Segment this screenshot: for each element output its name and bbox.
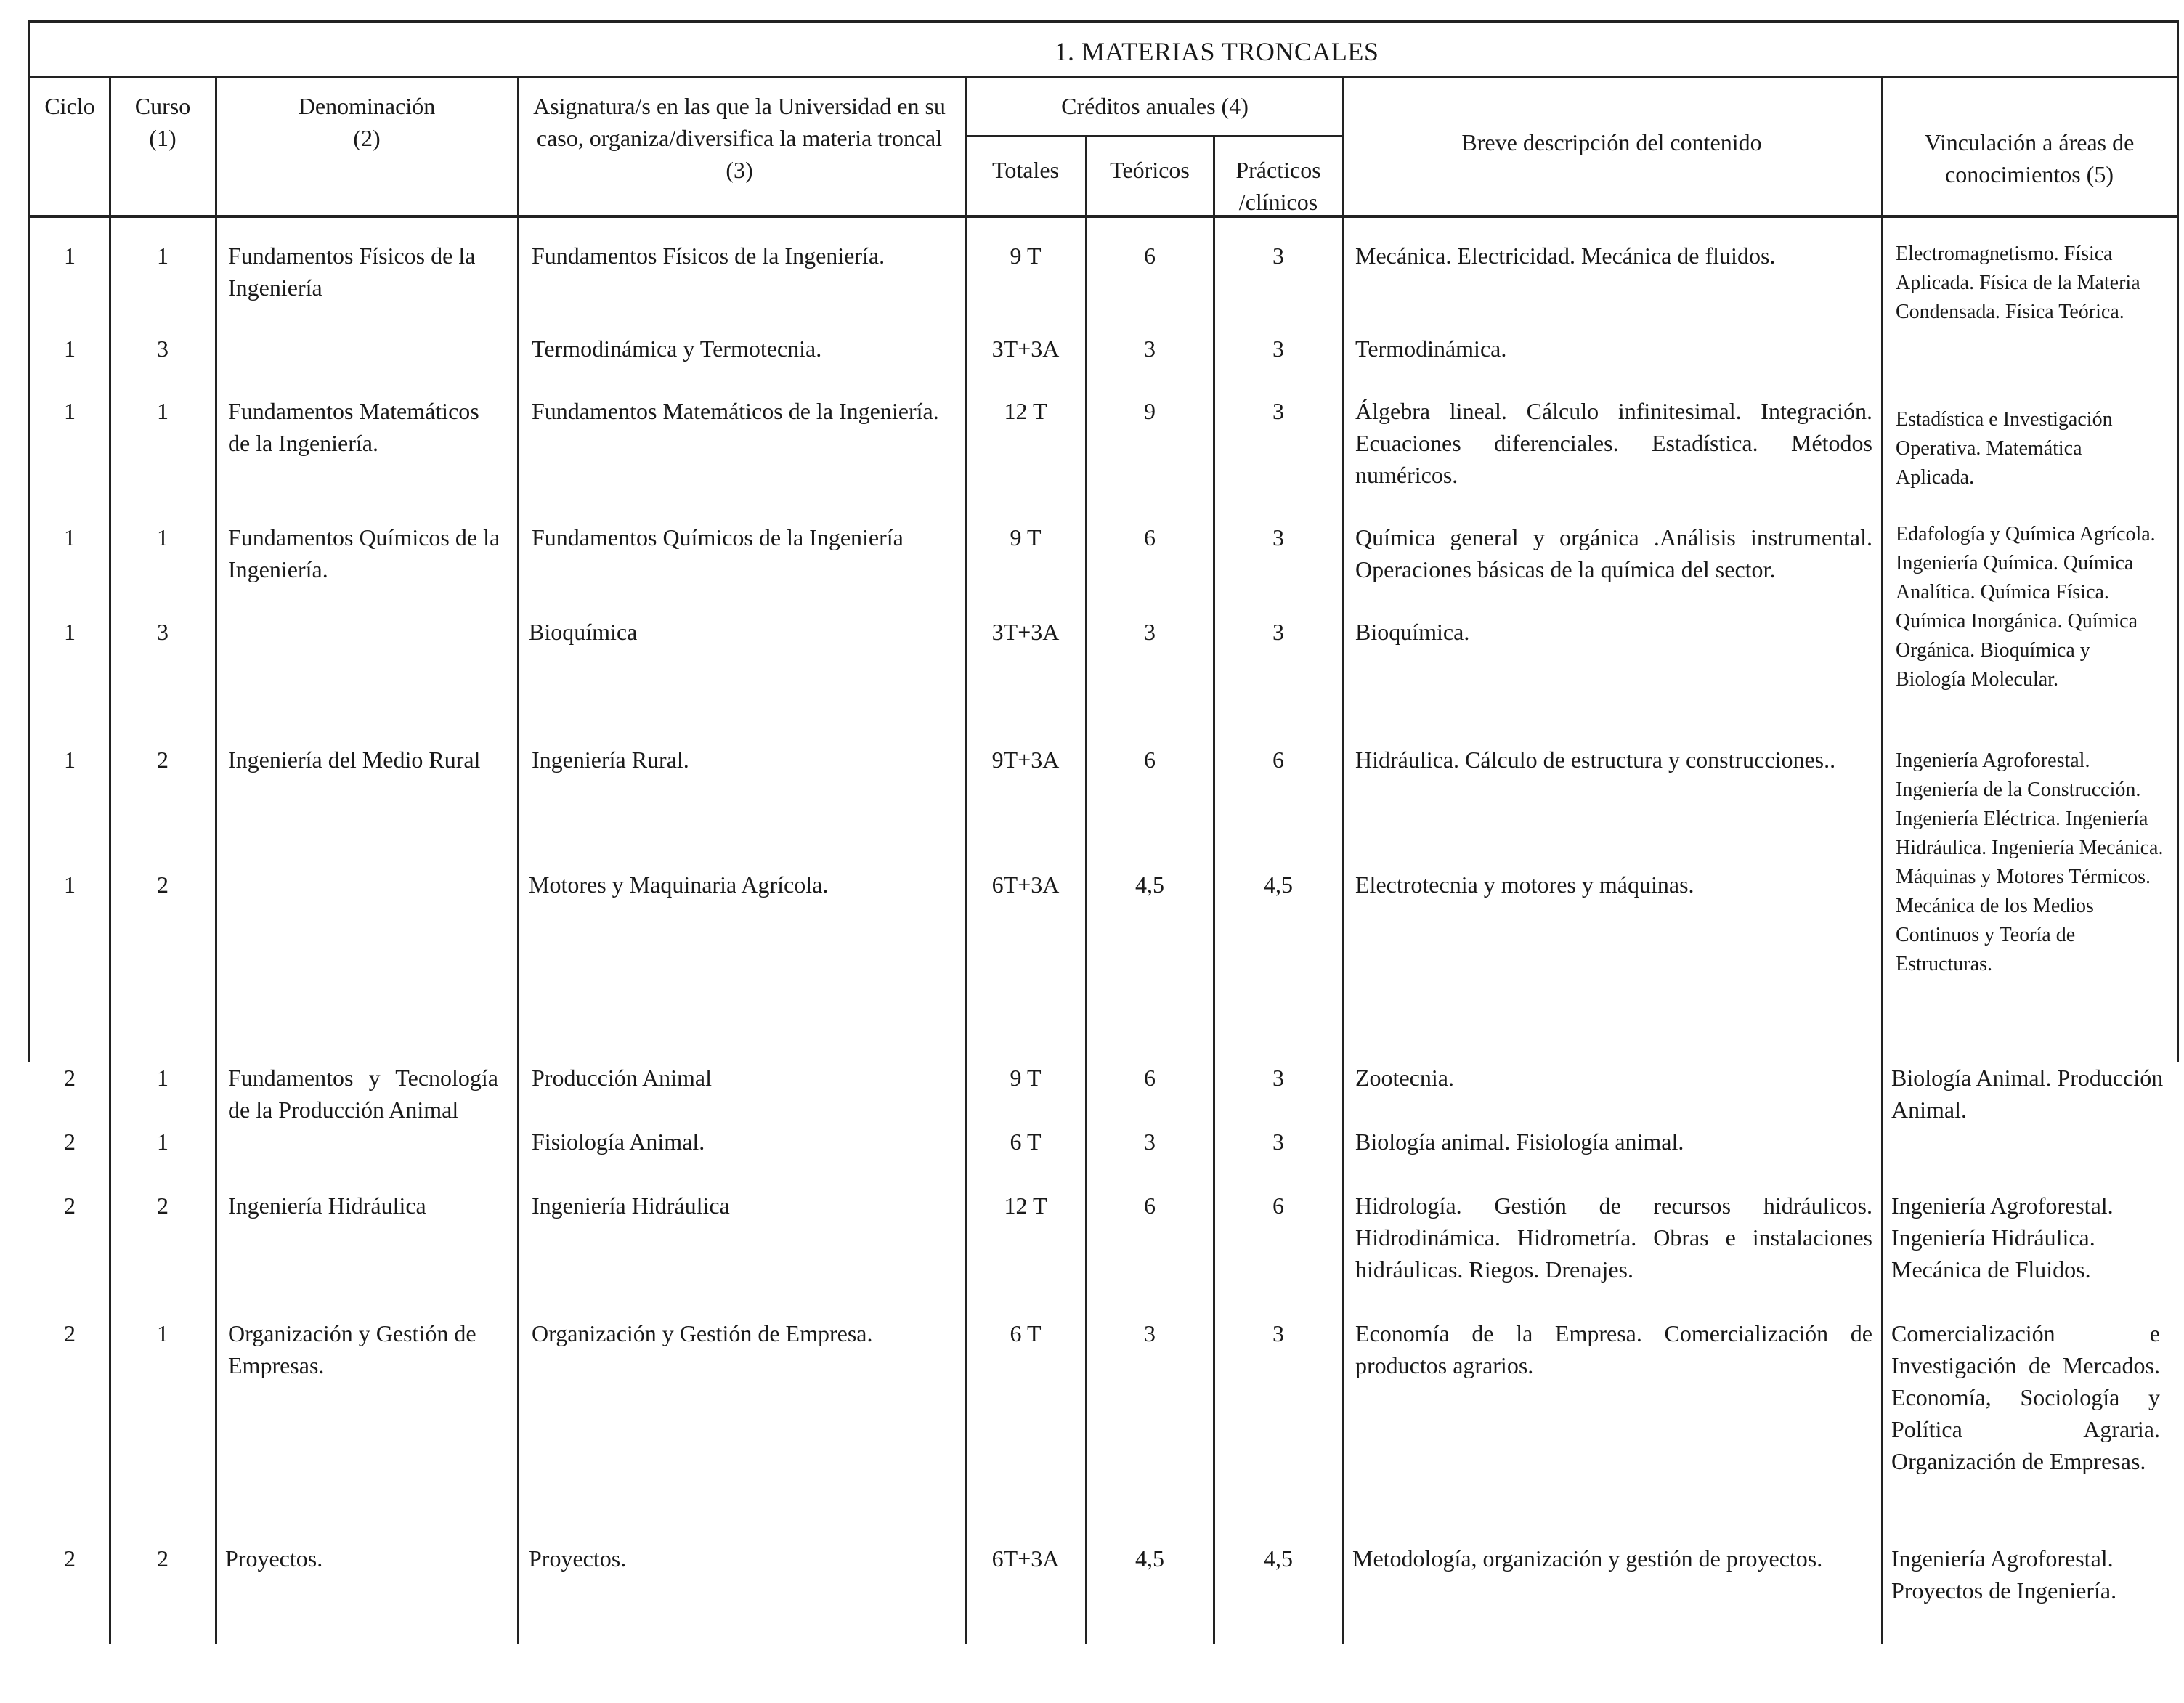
row-practicos: 3: [1272, 619, 1284, 645]
row-practicos: 6: [1272, 1192, 1284, 1219]
row-descripcion: Álgebra lineal. Cálculo infinitesimal. Integración. Ecuaciones diferenciales. Estadística. Métodos numéricos.: [1355, 398, 1872, 488]
row-ciclo: 2: [64, 1192, 76, 1219]
row-practicos: 3: [1272, 1129, 1284, 1155]
row-teoricos: 6: [1144, 243, 1156, 269]
row-curso: 1: [157, 1320, 169, 1346]
row-totales: 6 T: [1010, 1320, 1042, 1346]
row-asignatura: Ingeniería Hidráulica: [532, 1192, 730, 1219]
row-asignatura: Fundamentos Físicos de la Ingeniería.: [532, 243, 885, 269]
table-top-border: [28, 20, 2179, 23]
row-descripcion: Economía de la Empresa. Comercialización de productos agrarios.: [1355, 1320, 1872, 1378]
col-divider-denominacion: [215, 76, 217, 1644]
row-teoricos: 3: [1144, 336, 1156, 362]
header-creditos: Créditos anuales (4): [1061, 93, 1249, 119]
row-asignatura: Producción Animal: [532, 1065, 712, 1091]
row-curso: 2: [157, 747, 169, 773]
row-practicos: 3: [1272, 243, 1284, 269]
row-totales: 12 T: [1004, 1192, 1047, 1219]
row-asignatura: Termodinámica y Termotecnia.: [532, 336, 822, 362]
header-ciclo: Ciclo: [44, 93, 95, 119]
table-left-border: [28, 20, 30, 1062]
area-animal: Biología Animal. Producción Animal.: [1891, 1065, 2164, 1123]
row-asignatura: Fundamentos Químicos de la Ingeniería: [532, 524, 904, 550]
header-asignaturas: Asignatura/s en las que la Universidad en su caso, organiza/diversifica la materia troncal (3): [533, 93, 946, 183]
row-ciclo: 1: [64, 243, 76, 269]
row-asignatura: Proyectos.: [529, 1545, 627, 1572]
row-teoricos: 6: [1144, 524, 1156, 550]
row-denominacion: Ingeniería Hidráulica: [228, 1192, 426, 1219]
row-practicos: 4,5: [1264, 871, 1293, 898]
row-curso: 2: [157, 871, 169, 898]
row-ciclo: 2: [64, 1320, 76, 1346]
table-title: 1. MATERIAS TRONCALES: [1054, 37, 1379, 66]
row-denominacion: Fundamentos y Tecnología de la Producción Animal: [228, 1065, 498, 1123]
header-practicos: Prácticos /clínicos: [1235, 157, 1321, 215]
row-denominacion: Fundamentos Físicos de la Ingeniería: [228, 243, 476, 301]
row-teoricos: 6: [1144, 1192, 1156, 1219]
title-divider: [28, 76, 2179, 78]
row-asignatura: Ingeniería Rural.: [532, 747, 689, 773]
col-divider-curso: [109, 76, 111, 1644]
row-descripcion: Bioquímica.: [1355, 619, 1470, 645]
row-totales: 9 T: [1010, 243, 1042, 269]
row-practicos: 3: [1272, 1320, 1284, 1346]
table-right-border: [2177, 20, 2179, 1062]
row-curso: 2: [157, 1545, 169, 1572]
row-totales: 12 T: [1004, 398, 1047, 424]
row-practicos: 3: [1272, 398, 1284, 424]
header-denominacion-label: Denominación: [298, 93, 436, 119]
row-totales: 6T+3A: [991, 871, 1060, 898]
row-teoricos: 9: [1144, 398, 1156, 424]
row-teoricos: 6: [1144, 1065, 1156, 1091]
area-matematicas: Estadística e Investigación Operativa. Matemática Aplicada.: [1896, 408, 2113, 489]
row-ciclo: 1: [64, 336, 76, 362]
row-curso: 1: [157, 398, 169, 424]
row-asignatura: Organización y Gestión de Empresa.: [532, 1320, 873, 1346]
row-ciclo: 1: [64, 871, 76, 898]
row-denominacion: Ingeniería del Medio Rural: [228, 747, 481, 773]
row-teoricos: 4,5: [1135, 871, 1164, 898]
row-curso: 1: [157, 243, 169, 269]
row-curso: 2: [157, 1192, 169, 1219]
area-quimica: Edafología y Química Agrícola. Ingeniería Química. Química Analítica. Química Física. Química Inorgánica. Química Orgánica. Bioquímica y Biología Molecular.: [1896, 523, 2156, 691]
row-practicos: 4,5: [1264, 1545, 1293, 1572]
row-ciclo: 1: [64, 747, 76, 773]
header-bottom-border: [28, 215, 2179, 218]
row-ciclo: 1: [64, 524, 76, 550]
col-divider-descripcion: [1342, 76, 1344, 1644]
header-curso-note: (1): [149, 125, 176, 151]
row-curso: 3: [157, 336, 169, 362]
row-descripcion: Hidráulica. Cálculo de estructura y construcciones..: [1355, 747, 1836, 773]
row-descripcion: Mecánica. Electricidad. Mecánica de fluidos.: [1355, 243, 1776, 269]
row-curso: 3: [157, 619, 169, 645]
row-asignatura: Bioquímica: [529, 619, 638, 645]
row-totales: 9T+3A: [991, 747, 1060, 773]
area-empresa: Comercialización e Investigación de Mercados. Economía, Sociología y Política Agraria. Organización de Empresas.: [1891, 1320, 2160, 1474]
header-descripcion: Breve descripción del contenido: [1461, 129, 1762, 155]
row-practicos: 3: [1272, 336, 1284, 362]
col-divider-practicos: [1213, 135, 1215, 1644]
row-curso: 1: [157, 524, 169, 550]
row-teoricos: 3: [1144, 1129, 1156, 1155]
row-descripcion: Biología animal. Fisiología animal.: [1355, 1129, 1684, 1155]
row-totales: 6T+3A: [991, 1545, 1060, 1572]
area-proyectos: Ingeniería Agroforestal. Proyectos de Ingeniería.: [1891, 1545, 2117, 1604]
row-denominacion: Proyectos.: [225, 1545, 323, 1572]
header-teoricos: Teóricos: [1110, 157, 1190, 183]
row-totales: 3T+3A: [991, 336, 1060, 362]
header-denominacion: [218, 90, 516, 154]
row-asignatura: Fisiología Animal.: [532, 1129, 705, 1155]
row-teoricos: 3: [1144, 1320, 1156, 1346]
row-denominacion: Fundamentos Químicos de la Ingeniería.: [228, 524, 500, 582]
row-ciclo: 2: [64, 1065, 76, 1091]
row-totales: 9 T: [1010, 524, 1042, 550]
row-curso: 1: [157, 1129, 169, 1155]
row-totales: 9 T: [1010, 1065, 1042, 1091]
header-totales: Totales: [992, 157, 1059, 183]
row-denominacion: Fundamentos Matemáticos de la Ingeniería.: [228, 398, 479, 456]
col-divider-vinculacion: [1881, 76, 1883, 1644]
row-asignatura: Motores y Maquinaria Agrícola.: [529, 871, 829, 898]
row-practicos: 3: [1272, 524, 1284, 550]
area-rural: Ingeniería Agroforestal. Ingeniería de la Construcción. Ingeniería Eléctrica. Ingeniería Hidráulica. Ingeniería Mecánica. Máquinas y Motores Térmicos. Mecánica de los Medios Continuos y Teoría de Estructuras.: [1896, 749, 2164, 975]
row-totales: 6 T: [1010, 1129, 1042, 1155]
header-curso: [112, 90, 214, 154]
row-curso: 1: [157, 1065, 169, 1091]
row-ciclo: 2: [64, 1129, 76, 1155]
row-totales: 3T+3A: [991, 619, 1060, 645]
area-fisica: Electromagnetismo. Física Aplicada. Física de la Materia Condensada. Física Teórica.: [1896, 243, 2140, 323]
row-descripcion: Electrotecnia y motores y máquinas.: [1355, 871, 1694, 898]
row-teoricos: 6: [1144, 747, 1156, 773]
row-ciclo: 1: [64, 398, 76, 424]
row-descripcion: Metodología, organización y gestión de proyectos.: [1352, 1545, 1823, 1572]
row-teoricos: 3: [1144, 619, 1156, 645]
row-descripcion: Hidrología. Gestión de recursos hidráulicos. Hidrodinámica. Hidrometría. Obras e instalaciones hidráulicas. Riegos. Drenajes.: [1355, 1192, 1872, 1283]
col-divider-asignatura: [517, 76, 519, 1644]
header-vinculacion: Vinculación a áreas de conocimientos (5): [1924, 129, 2135, 187]
area-hidraulica: Ingeniería Agroforestal. Ingeniería Hidráulica. Mecánica de Fluidos.: [1891, 1192, 2114, 1283]
row-descripcion: Termodinámica.: [1355, 336, 1507, 362]
row-ciclo: 1: [64, 619, 76, 645]
col-divider-totales: [965, 76, 967, 1644]
row-practicos: 3: [1272, 1065, 1284, 1091]
row-asignatura: Fundamentos Matemáticos de la Ingeniería.: [532, 398, 939, 424]
row-descripcion: Química general y orgánica .Análisis instrumental. Operaciones básicas de la química del sector.: [1355, 524, 1872, 582]
row-teoricos: 4,5: [1135, 1545, 1164, 1572]
col-divider-teoricos: [1085, 135, 1087, 1644]
header-denominacion-note: (2): [353, 125, 381, 151]
row-denominacion: Organización y Gestión de Empresas.: [228, 1320, 476, 1378]
row-descripcion: Zootecnia.: [1355, 1065, 1454, 1091]
row-practicos: 6: [1272, 747, 1284, 773]
header-curso-label: Curso: [134, 93, 191, 119]
row-ciclo: 2: [64, 1545, 76, 1572]
creditos-subdivider: [966, 135, 1344, 137]
